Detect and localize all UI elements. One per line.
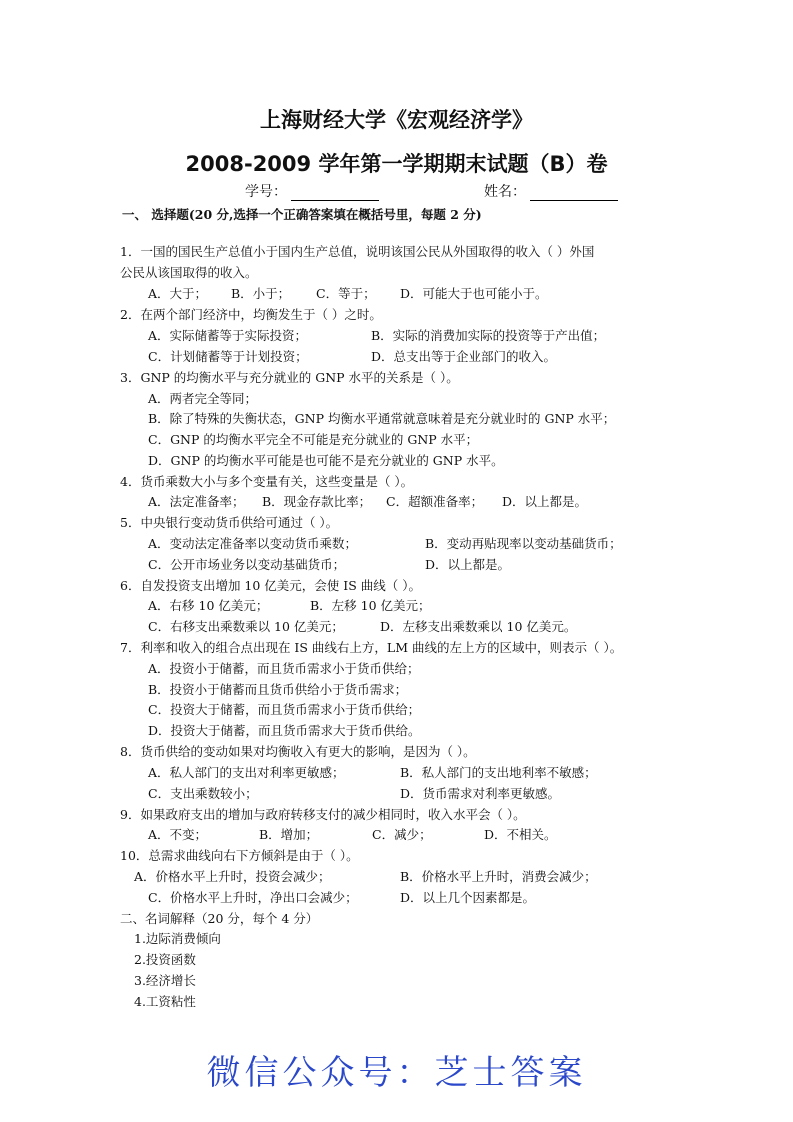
option-d: D．以上都是。	[425, 557, 511, 572]
question-2: 2．在两个部门经济中，均衡发生于（ ）之时。	[120, 307, 382, 322]
option-d: D．以上都是。	[502, 494, 588, 509]
option-b: B．现金存款比率；	[262, 494, 372, 509]
option-b: B．实际的消费加实际的投资等于产出值；	[371, 328, 606, 343]
term-item: 4.工资粘性	[134, 994, 196, 1009]
option-c: C．支出乘数较小；	[148, 786, 258, 801]
question-7: 7．利率和收入的组合点出现在 IS 曲线右上方，LM 曲线的左上方的区域中，则表示（ ）。	[120, 640, 623, 655]
option-a: A．价格水平上升时，投资会减少；	[134, 869, 331, 884]
option-a: A．变动法定准备率以变动货币乘数；	[148, 536, 358, 551]
exam-title: 上海财经大学《宏观经济学》	[260, 108, 533, 132]
term-item: 1.边际消费倾向	[134, 931, 221, 946]
question-6: 6．自发投资支出增加 10 亿美元，会使 IS 曲线（ ）。	[120, 578, 421, 593]
option-a: A．不变；	[148, 827, 208, 842]
option-d: D．可能大于也可能小于。	[400, 286, 548, 301]
option-c: C．投资大于储蓄，而且货币需求小于货币供给；	[148, 702, 421, 717]
option-d: D．以上几个因素都是。	[400, 890, 536, 905]
option-a: A．右移 10 亿美元；	[148, 598, 269, 613]
name-field[interactable]	[484, 181, 618, 201]
student-id-blank[interactable]	[291, 186, 379, 201]
student-id-field[interactable]	[245, 181, 379, 201]
option-d: D．不相关。	[484, 827, 557, 842]
question-4: 4．货币乘数大小与多个变量有关，这些变量是（ ）。	[120, 474, 414, 489]
option-b: B．变动再贴现率以变动基础货币；	[425, 536, 622, 551]
option-a: A．两者完全等同；	[148, 391, 258, 406]
option-d: D．GNP 的均衡水平可能是也可能不是充分就业的 GNP 水平。	[148, 453, 504, 468]
option-d: D．左移支出乘数乘以 10 亿美元。	[380, 619, 577, 634]
student-id-label: 学号：	[245, 184, 287, 200]
option-a: A．投资小于储蓄，而且货币需求小于货币供给；	[148, 661, 420, 676]
question-3: 3．GNP 的均衡水平与充分就业的 GNP 水平的关系是（ ）。	[120, 370, 459, 385]
option-b: B．小于；	[231, 286, 291, 301]
question-9: 9．如果政府支出的增加与政府转移支付的减少相同时，收入水平会（ ）。	[120, 807, 526, 822]
option-d: D．货币需求对利率更敏感。	[400, 786, 561, 801]
option-b: B．除了特殊的失衡状态，GNP 均衡水平通常就意味着是充分就业时的 GNP 水平；	[148, 411, 616, 426]
option-c: C．GNP 的均衡水平完全不可能是充分就业的 GNP 水平；	[148, 432, 479, 447]
watermark: 微信公众号：芝士答案	[206, 1053, 587, 1093]
option-a: A．私人部门的支出对利率更敏感；	[148, 765, 345, 780]
term-item: 3.经济增长	[134, 973, 196, 988]
term-item: 2.投资函数	[134, 952, 196, 967]
option-d: D．投资大于储蓄，而且货币需求大于货币供给。	[148, 723, 421, 738]
question-1-cont: 公民从该国取得的收入。	[120, 265, 258, 280]
option-b: B．左移 10 亿美元；	[310, 598, 431, 613]
section-1-heading: 一、 选择题(20 分,选择一个正确答案填在概括号里，每题 2 分)	[122, 207, 482, 222]
question-10: 10．总需求曲线向右下方倾斜是由于（ ）。	[120, 848, 359, 863]
section-2-heading: 二、名词解释（20 分，每个 4 分）	[120, 911, 319, 926]
name-blank[interactable]	[530, 186, 618, 201]
option-c: C．等于；	[316, 286, 376, 301]
name-label: 姓名：	[484, 184, 526, 200]
option-c: C．右移支出乘数乘以 10 亿美元；	[148, 619, 344, 634]
option-a: A．大于；	[148, 286, 208, 301]
option-c: C．公开市场业务以变动基础货币；	[148, 557, 346, 572]
option-c: C．价格水平上升时，净出口会减少；	[148, 890, 358, 905]
question-8: 8．货币供给的变动如果对均衡收入有更大的影响，是因为（ ）。	[120, 744, 476, 759]
option-b: B．私人部门的支出地利率不敏感；	[400, 765, 597, 780]
option-b: B．投资小于储蓄而且货币供给小于货币需求；	[148, 682, 408, 697]
option-b: B．价格水平上升时，消费会减少；	[400, 869, 597, 884]
exam-subtitle: 2008-2009 学年第一学期期末试题（B）卷	[185, 152, 608, 176]
question-1: 1．一国的国民生产总值小于国内生产总值，说明该国公民从外国取得的收入（ ）外国	[120, 244, 595, 259]
question-5: 5．中央银行变动货币供给可通过（ ）。	[120, 515, 339, 530]
option-d: D．总支出等于企业部门的收入。	[371, 349, 557, 364]
option-b: B．增加；	[259, 827, 319, 842]
option-a: A．法定准备率；	[148, 494, 245, 509]
option-c: C．减少；	[372, 827, 432, 842]
option-c: C．超额准备率；	[386, 494, 484, 509]
option-a: A．实际储蓄等于实际投资；	[148, 328, 308, 343]
option-c: C．计划储蓄等于计划投资；	[148, 349, 308, 364]
